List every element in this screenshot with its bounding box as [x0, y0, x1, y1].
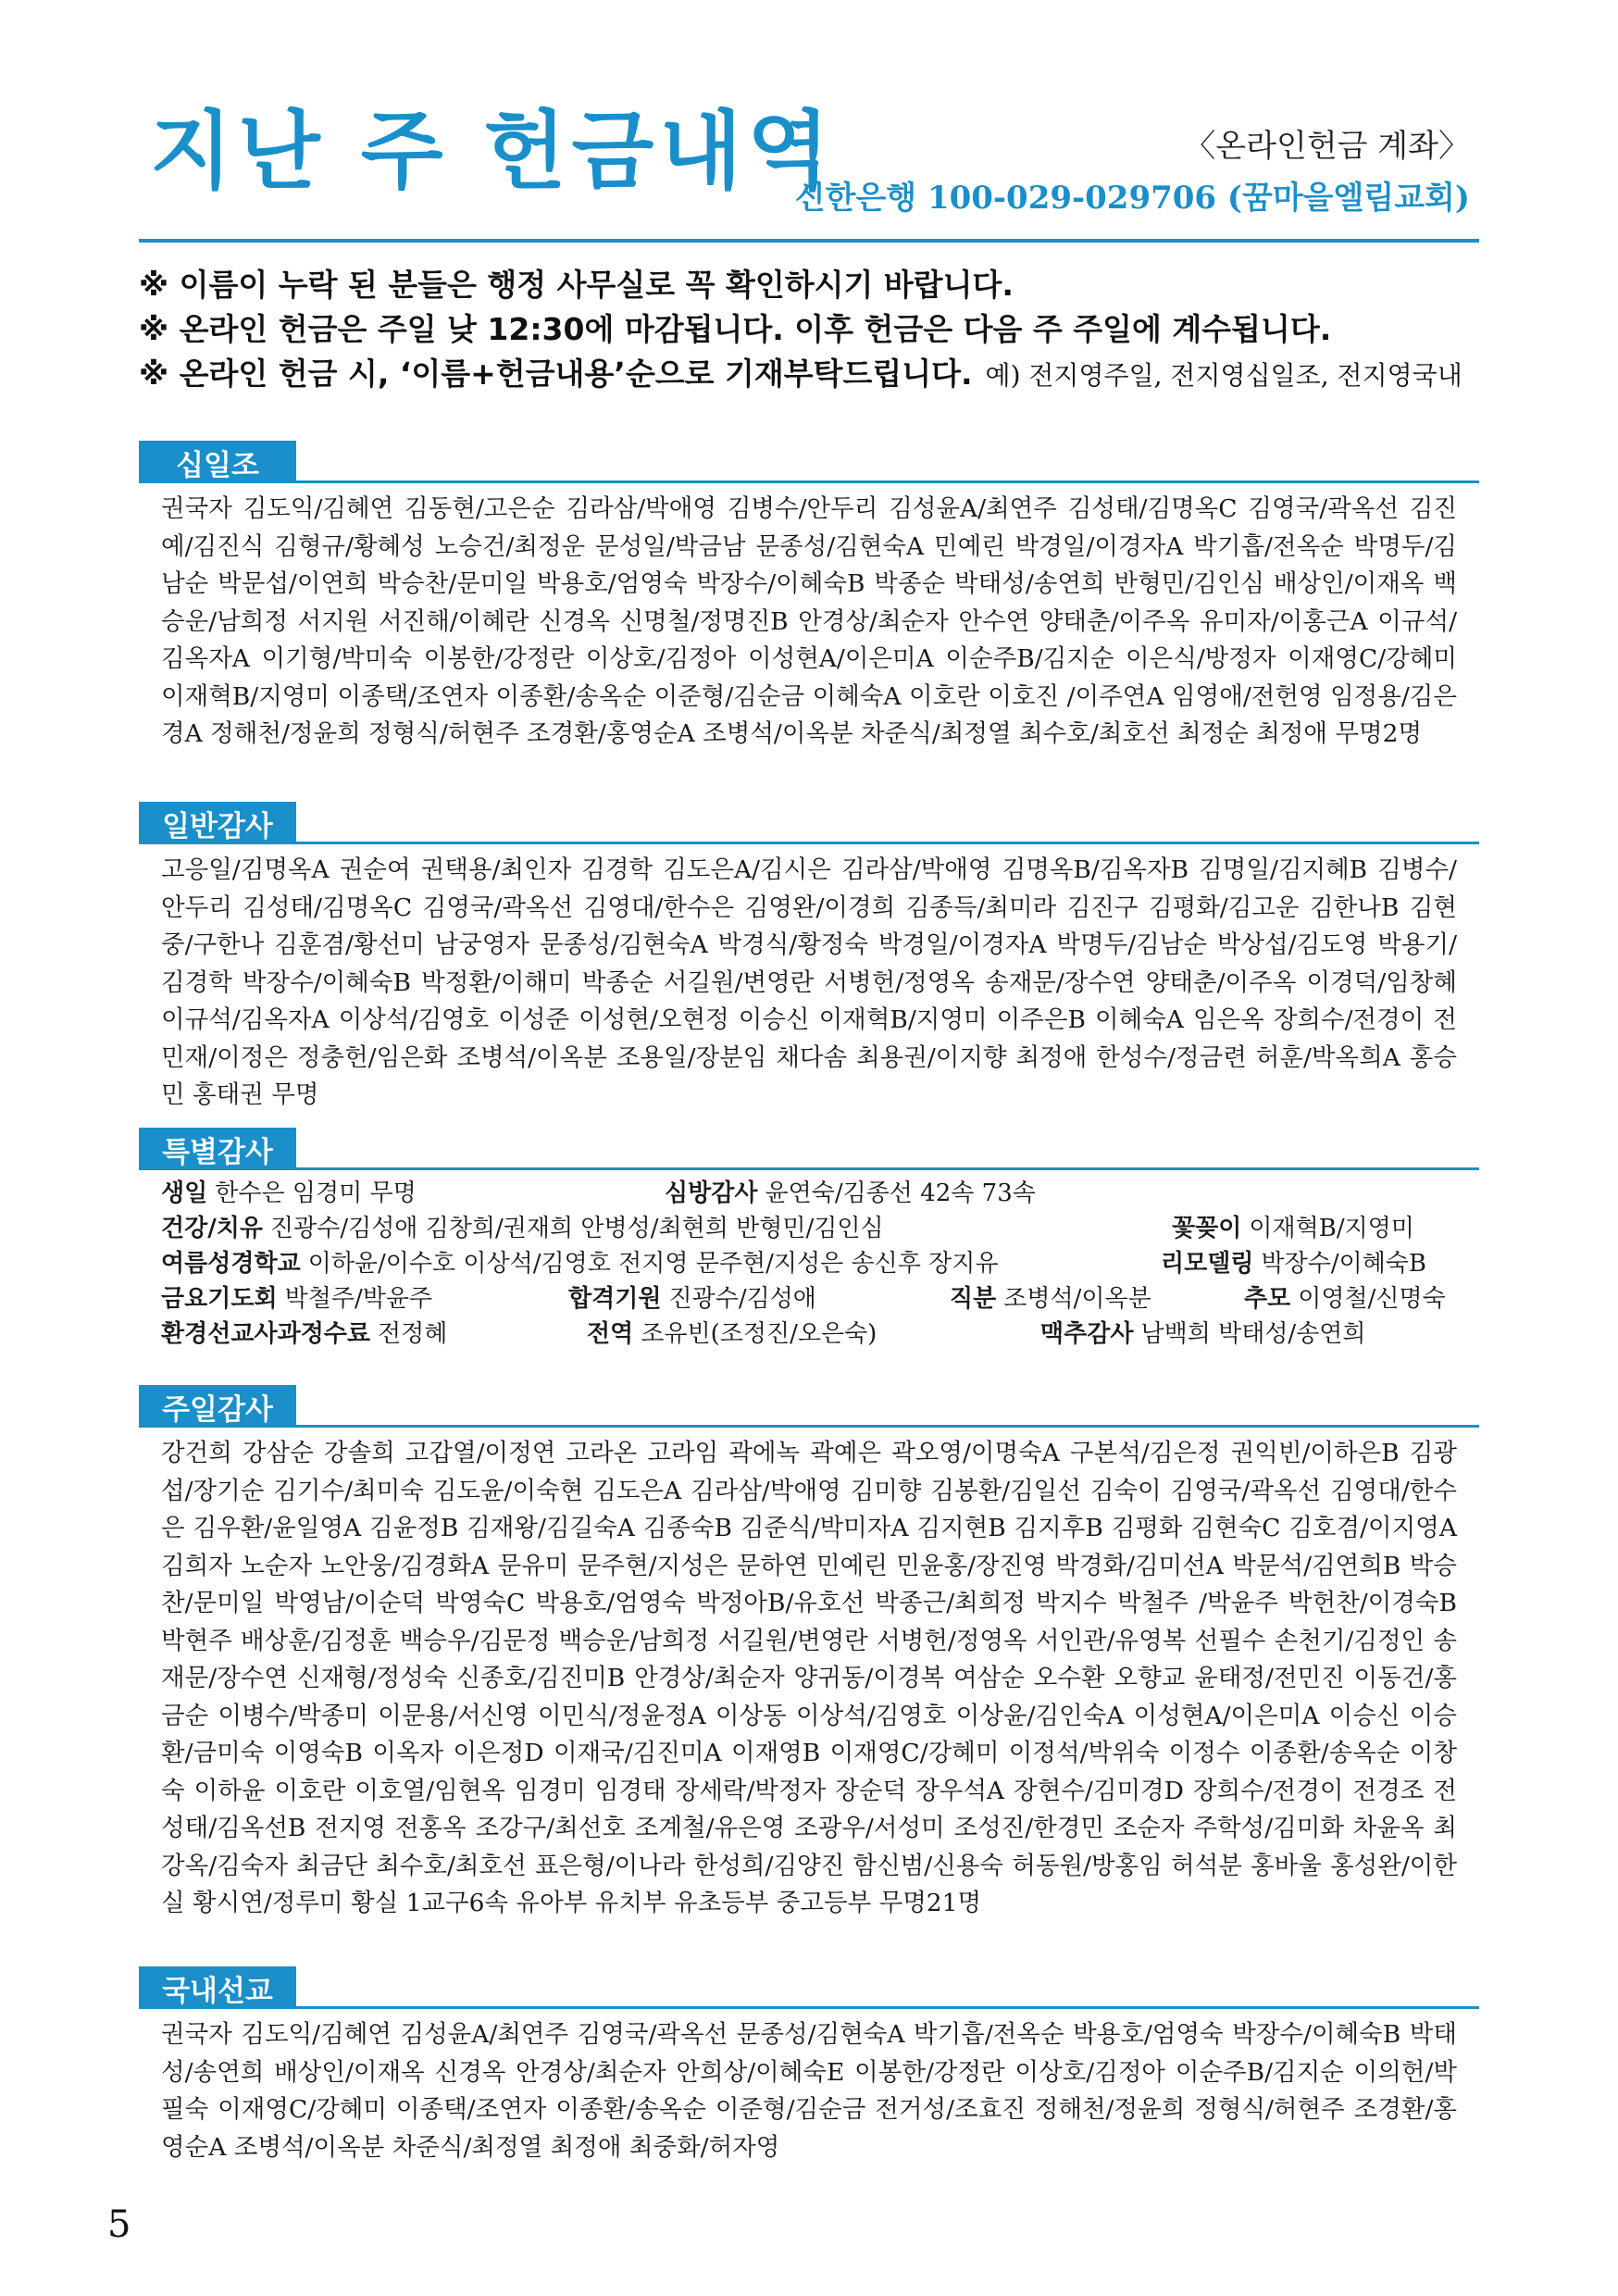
- account-label: 〈온라인헌금 계좌〉: [1184, 128, 1470, 165]
- sunday-thanks-section: [139, 1385, 1479, 1923]
- special-item: [1040, 1316, 1366, 1352]
- special-item: [161, 1281, 432, 1316]
- special-label: 합격기원: [568, 1285, 662, 1313]
- special-names: 이영철/신명숙: [1298, 1285, 1446, 1313]
- special-row: [161, 1211, 1457, 1246]
- special-item: [665, 1176, 1036, 1211]
- special-label: 추모: [1244, 1285, 1291, 1313]
- special-item: [161, 1246, 998, 1281]
- special-label: 리모델링: [1161, 1250, 1254, 1278]
- special-label: 금요기도회: [161, 1285, 278, 1313]
- section-rule: [139, 480, 1479, 483]
- section-rule: [139, 2006, 1479, 2009]
- special-row: [161, 1281, 1457, 1316]
- special-names: 이하윤/이수호 이상석/김영호 전지영 문주현/지성은 송신후 장지유: [307, 1250, 999, 1278]
- section-title: 일반감사: [139, 802, 296, 844]
- account-info: 신한은행 100-029-029706 (꿈마을엘림교회): [794, 180, 1470, 217]
- page-number: 5: [107, 2203, 131, 2246]
- special-label: 맥추감사: [1040, 1320, 1134, 1348]
- special-names: 윤연숙/김종선 42속 73속: [765, 1179, 1036, 1207]
- special-names: 박장수/이혜숙B: [1261, 1250, 1427, 1278]
- special-thanks-section: [139, 1128, 1479, 1352]
- special-label: 생일: [161, 1179, 208, 1207]
- special-names: 진광수/김성애 김창희/권재희 안병성/최현희 반형민/김인심: [269, 1215, 884, 1242]
- section-header: [139, 1385, 1479, 1428]
- special-names: 남백희 박태성/송연희: [1140, 1320, 1366, 1348]
- special-label: 건강/치유: [161, 1215, 263, 1242]
- special-label: 환경선교사과정수료: [161, 1320, 371, 1348]
- header-divider: [139, 239, 1479, 243]
- notice-item: [139, 352, 1490, 398]
- notice-text: ※ 온라인 헌금은 주일 낮 12:30에 마감됩니다. 이후 헌금은 다음 주 주일에 계수됩니다.: [139, 311, 1332, 347]
- special-item: [1161, 1246, 1426, 1281]
- section-title: 주일감사: [139, 1385, 296, 1428]
- notice-example: 예) 전지영주일, 전지영십일조, 전지영국내: [985, 360, 1462, 391]
- special-item: [161, 1176, 417, 1211]
- special-item: [1244, 1281, 1446, 1316]
- section-body: 권국자 김도익/김혜연 김성윤A/최연주 김영국/곽옥선 문종성/김현숙A 박기흡/전옥순 박용호/엄영숙 박장수/이혜숙B 박태성/송연희 배상인/이재옥 신경옥 안경상/최순자 안희상/이혜숙E 이봉한/강정란 이상호/김정아 이순주B/김지순 이의헌/박필숙 이재영C/강혜미 이종택/조연자 이종환/송옥순 이준형/김순금 전거성/조효진 정해천/정윤희 정형식/허현주 조경환/홍영순A 조병석/이옥분 차준식/최정열 최정애 최중화/허자영: [161, 2020, 1457, 2162]
- section-header: [139, 441, 1479, 483]
- special-item: [587, 1316, 877, 1352]
- domestic-mission-section: [139, 1966, 1479, 2166]
- special-names: 조병석/이옥분: [1003, 1285, 1151, 1313]
- special-item: [161, 1316, 447, 1352]
- special-names: 전정혜: [378, 1320, 448, 1348]
- special-names: 한수은 임경미 무명: [215, 1179, 417, 1207]
- special-item: [1172, 1211, 1414, 1246]
- special-names: 조유빈(조정진/오은숙): [641, 1320, 877, 1348]
- special-names: 진광수/김성애: [668, 1285, 816, 1313]
- notice-text: ※ 이름이 누락 된 분들은 행정 사무실로 꼭 확인하시기 바랍니다.: [139, 267, 1014, 303]
- notice-list: [139, 263, 1490, 398]
- special-item: [568, 1281, 816, 1316]
- general-thanks-section: [139, 802, 1479, 1115]
- section-title: 십일조: [139, 441, 296, 483]
- special-label: 직분: [950, 1285, 997, 1313]
- section-title: 특별감사: [139, 1128, 296, 1170]
- special-label: 심방감사: [665, 1179, 758, 1207]
- section-rule: [139, 1425, 1479, 1428]
- special-row: [161, 1176, 1457, 1211]
- notice-text: ※ 온라인 헌금 시, ‘이름+헌금내용’순으로 기재부탁드립니다.: [139, 356, 973, 392]
- section-header: [139, 802, 1479, 844]
- special-label: 꽃꽂이: [1172, 1215, 1242, 1242]
- section-body: 고응일/김명옥A 권순여 권택용/최인자 김경학 김도은A/김시은 김라삼/박애영 김명옥B/김옥자B 김명일/김지혜B 김병수/안두리 김성태/김명옥C 김영국/곽옥선 김영대/한수은 김영완/이경희 김종득/최미라 김진구 김평화/김고운 김한나B 김현중/구한나 김훈겸/황선미 남궁영자 문종성/김현숙A 박경식/황정숙 박경일/이경자A 박명두/김남순 박상섭/김도영 박용기/김경학 박장수/이혜숙B 박정환/이해미 박종순 서길원/변영란 서병헌/정영옥 송재문/장수연 양태춘/이주옥 이경덕/임창혜 이규석/김옥자A 이상석/김영호 이성준 이성현/오현정 이승신 이재혁B/지영미 이주은B 이혜숙A 임은옥 장희수/전경이 전민재/이정은 정충헌/임은화 조병석/이옥분 조용일/장분임 채다솜 최용권/이지향 최정애 한성수/정금련 허훈/박옥희A 홍승민 홍태권 무명: [161, 855, 1457, 1109]
- section-rule: [139, 1167, 1479, 1170]
- special-label: 여름성경학교: [161, 1250, 301, 1278]
- special-row: [161, 1246, 1457, 1281]
- section-header: [139, 1128, 1479, 1170]
- special-grid: [139, 1170, 1479, 1352]
- special-item: [161, 1211, 884, 1246]
- section-title: 국내선교: [139, 1966, 296, 2009]
- special-names: 박철주/박윤주: [284, 1285, 433, 1313]
- section-header: [139, 1966, 1479, 2009]
- special-label: 전역: [587, 1320, 634, 1348]
- section-body: 권국자 김도익/김혜연 김동현/고은순 김라삼/박애영 김병수/안두리 김성윤A/최연주 김성태/김명옥C 김영국/곽옥선 김진예/김진식 김형규/황혜성 노승건/최정운 문성일/박금남 문종성/김현숙A 민예린 박경일/이경자A 박기흡/전옥순 박명두/김남순 박문섭/이연희 박승찬/문미일 박용호/엄영숙 박장수/이혜숙B 박종순 박태성/송연희 반형민/김인심 배상인/이재옥 백승운/남희정 서지원 서진해/이혜란 신경옥 신명철/정명진B 안경상/최순자 안수연 양태춘/이주옥 유미자/이홍근A 이규석/김옥자A 이기형/박미숙 이봉한/강정란 이상호/김정아 이성현A/이은미A 이순주B/김지순 이은식/방정자 이재영C/강혜미 이재혁B/지영미 이종택/조연자 이종환/송옥순 이준형/김순금 이혜숙A 이호란 이호진 /이주연A 임영애/전헌영 임정용/김은경A 정해천/정윤희 정형식/허현주 조경환/홍영순A 조병석/이옥분 차준식/최정열 최수호/최호선 최정순 최정애 무명2명: [161, 494, 1457, 748]
- section-rule: [139, 842, 1479, 844]
- section-body: 강건희 강삼순 강솔희 고갑열/이정연 고라온 고라임 곽에녹 곽예은 곽오영/이명숙A 구본석/김은정 권익빈/이하은B 김광섭/장기순 김기수/최미숙 김도윤/이숙현 김도은A 김라삼/박애영 김미향 김봉환/김일선 김숙이 김영국/곽옥선 김영대/한수은 김우환/윤일영A 김윤정B 김재왕/김길숙A 김종숙B 김준식/박미자A 김지현B 김지후B 김평화 김현숙C 김호겸/이지영A 김희자 노순자 노안웅/김경화A 문유미 문주현/지성은 문하연 민예린 민윤홍/장진영 박경화/김미선A 박문석/김연희B 박승찬/문미일 박영남/이순덕 박영숙C 박용호/엄영숙 박정아B/유호선 박종근/최희정 박지수 박철주 /박윤주 박헌찬/이경숙B 박현주 배상훈/김정훈 백승우/김문정 백승운/남희정 서길원/변영란 서병헌/정영옥 서인관/유영복 선필수 손천기/김정인 송재문/장수연 신재형/정성숙 신종호/김진미B 안경상/최순자 양귀동/이경복 여삼순 오수환 오향교 윤태정/전민진 이동건/홍금순 이병수/박종미 이문용/서신영 이민식/정윤정A 이상동 이상석/김영호 이상윤/김인숙A 이성현A/이은미A 이승신 이승환/금미숙 이영숙B 이옥자 이은정D 이재국/김진미A 이재영B 이재영C/강혜미 이정석/박위숙 이정수 이종환/송옥순 이창숙 이하윤 이호란 이호열/임현옥 임경미 임경태 장세락/박정자 장순덕 장우석A 장현수/김미경D 장희수/전경이 전경조 전성태/김옥선B 전지영 전홍옥 조강구/최선호 조계철/유은영 조광우/서성미 조성진/한경민 조순자 주학성/김미화 차윤옥 최강옥/김숙자 최금단 최수호/최호선 표은형/이나라 한성희/김양진 함신범/신용숙 허동원/방홍임 허석분 홍바울 홍성완/이한실 황시연/정루미 황실 1교구6속 유아부 유치부 유초등부 중고등부 무명21명: [161, 1439, 1457, 1917]
- special-item: [950, 1281, 1151, 1316]
- notice-item: [139, 263, 1490, 307]
- page-title: 지난 주 헌금내역: [150, 102, 836, 201]
- special-row: [161, 1316, 1457, 1352]
- tithe-section: [139, 441, 1479, 754]
- special-names: 이재혁B/지영미: [1249, 1215, 1414, 1242]
- notice-item: [139, 307, 1490, 352]
